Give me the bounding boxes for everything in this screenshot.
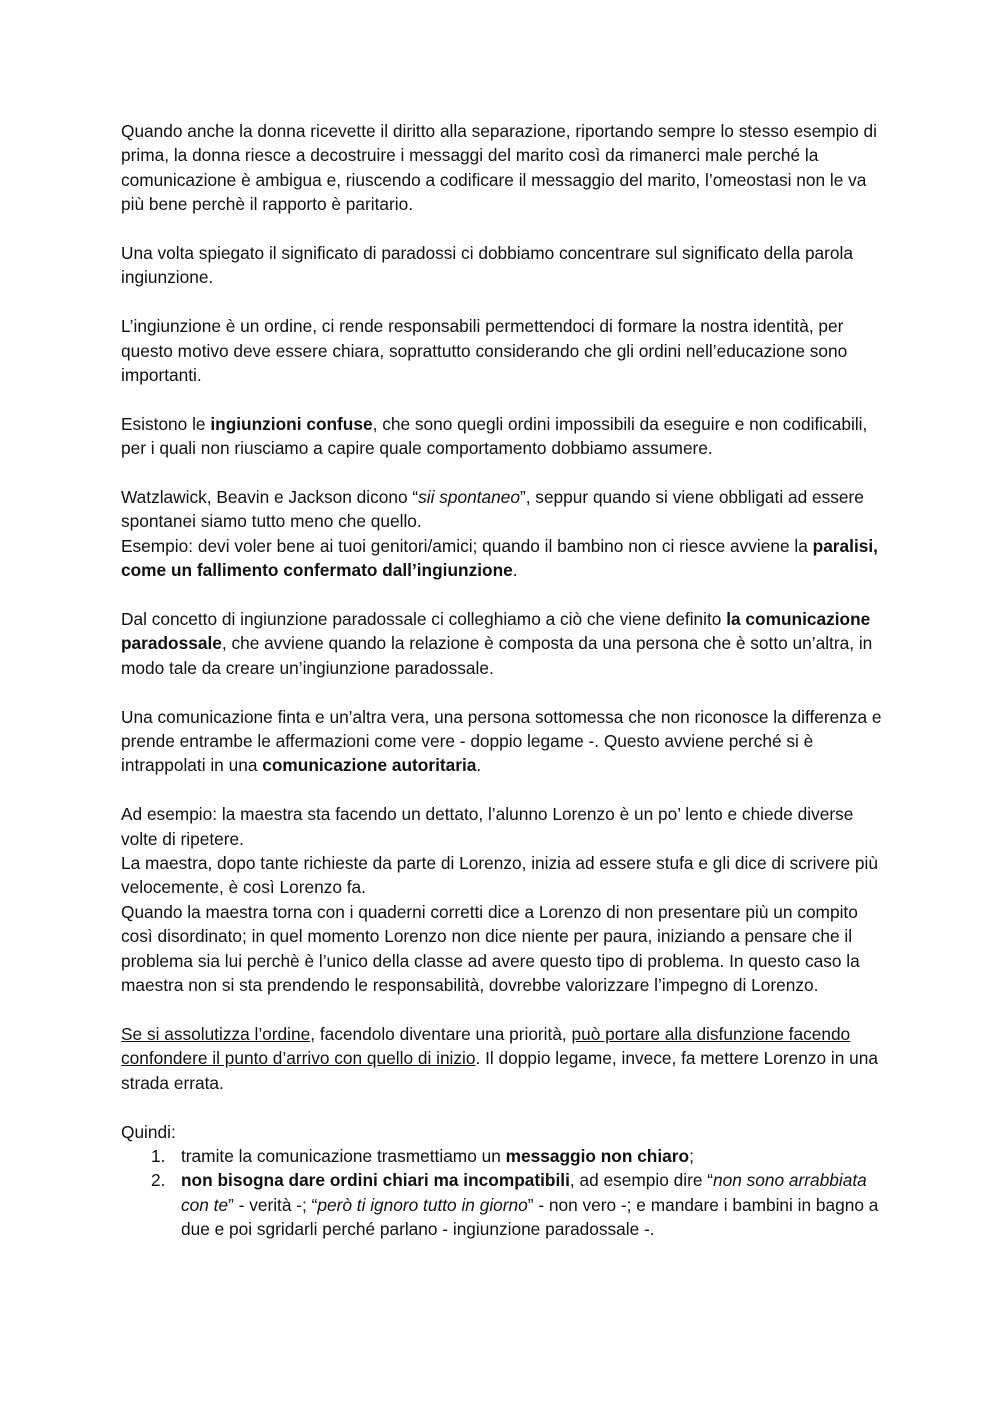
- text-run: Una comunicazione finta e un’altra vera, una persona sottomessa che non riconosce la differenza e prende entrambe le affermazioni come vere - doppio legame -. Questo avviene perché si è intrappolati in una: [121, 706, 882, 776]
- underlined-text: Se si assolutizza l’ordine: [121, 1023, 311, 1044]
- italic-quote: sii spontaneo: [418, 487, 520, 508]
- text-run: tramite la comunicazione trasmettiamo un: [181, 1145, 506, 1166]
- paragraph-paradoxical-communication: [121, 607, 891, 680]
- paragraph-injunction-definition: [121, 314, 891, 387]
- text-run: , facendolo diventare una priorità,: [310, 1023, 572, 1044]
- text-run: Quando la maestra torna con i quaderni corretti dice a Lorenzo di non presentare più un compito così disordinato; in quel momento Lorenzo non dice niente per paura, iniziando a pensare che il problema sia lui perchè è l’unico della classe ad avere questo tipo di problema. In questo caso la maestra non si sta prendendo le responsabilità, dovrebbe valorizzare l’impegno di Lorenzo.: [121, 901, 860, 996]
- paragraph-authoritarian-communication: [121, 705, 891, 778]
- text-run: La maestra, dopo tante richieste da parte di Lorenzo, inizia ad essere stufa e gli dice di scrivere più velocemente, è così Lorenzo fa.: [121, 853, 878, 898]
- paragraph-text: Quando anche la donna ricevette il diritto alla separazione, riportando sempre lo stesso esempio di prima, la donna riesce a decostruire i messaggi del marito così da rimanerci male perché la comunicazione è ambigua e, riuscendo a codificare il messaggio del marito, l’omeostasi non le va più bene perchè il rapporto è paritario.: [121, 121, 878, 215]
- underlined-text: può portare alla disfunzione facendo confondere il punto d’arrivo con quello di inizio: [121, 1023, 851, 1069]
- text-run: ;: [689, 1145, 694, 1166]
- paragraph-absolute-order: [121, 1022, 891, 1095]
- bold-term: la comunicazione paradossale: [121, 609, 871, 654]
- text-run: Ad esempio: la maestra sta facendo un dettato, l’alunno Lorenzo è un po’ lento e chiede diverse volte di ripetere.: [121, 804, 854, 849]
- bold-term: come un fallimento confermato dall’ingiunzione: [121, 560, 513, 581]
- paragraph-injunction-meaning: [121, 241, 891, 290]
- conclusion-list: [121, 1144, 891, 1242]
- paragraph-text: Una volta spiegato il significato di paradossi ci dobbiamo concentrare sul significato della parola ingiunzione.: [121, 243, 853, 288]
- list-number: 2.: [151, 1170, 166, 1191]
- text-run: , che sono quegli ordini impossibili da eseguire e non codificabili, per i quali non riusciamo a capire quale comportamento dobbiamo assumere.: [121, 413, 868, 459]
- text-run: , che avviene quando la relazione è composta da una persona che è sotto un’altra, in modo tale da creare un’ingiunzione paradossale.: [121, 633, 873, 678]
- text-run: ” - non vero -; e mandare i bambini in bagno a due e poi sgridarli perché parlano - ingiunzione paradossale -.: [181, 1194, 879, 1240]
- text-run: ”, seppur quando si viene obbligati ad essere spontanei siamo tutto meno che quello.: [121, 487, 864, 532]
- text-run: Esistono le: [121, 413, 211, 434]
- italic-quote: però ti ignoro tutto in giorno: [317, 1194, 528, 1215]
- bold-term: paralisi: [812, 535, 874, 556]
- text-run: , ad esempio dire “: [569, 1170, 714, 1191]
- paragraph-text: L’ingiunzione è un ordine, ci rende responsabili permettendoci di formare la nostra identità, per questo motivo deve essere chiara, soprattutto considerando che gli ordini nell’educazione sono importanti.: [121, 316, 848, 386]
- text-run: ” - verità -; “: [228, 1194, 318, 1215]
- text-run: . Il doppio legame, invece, fa mettere Lorenzo in una strada errata.: [121, 1048, 879, 1093]
- paragraph-separation: [121, 119, 891, 217]
- bold-term: messaggio non chiaro: [505, 1145, 690, 1166]
- text-run: .: [512, 560, 518, 581]
- paragraph-example-lorenzo: [121, 802, 891, 997]
- conclusion-intro: [121, 1120, 891, 1144]
- text-run: Esempio: devi voler bene ai tuoi genitori/amici; quando il bambino non ci riesce avviene la: [121, 535, 813, 556]
- document-page: [121, 119, 891, 1242]
- bold-term: comunicazione autoritaria: [262, 755, 477, 776]
- italic-quote: non sono arrabbiata con te: [181, 1170, 867, 1215]
- text-run: .: [476, 755, 482, 776]
- text-run: Watzlawick, Beavin e Jackson dicono “: [121, 487, 419, 508]
- paragraph-be-spontaneous: [121, 485, 891, 583]
- list-item: [121, 1144, 891, 1168]
- bold-term: ingiunzioni confuse: [210, 413, 373, 434]
- bold-term: non bisogna dare ordini chiari ma incompatibili: [181, 1170, 570, 1191]
- list-item: [121, 1168, 891, 1241]
- list-number: 1.: [151, 1145, 166, 1166]
- text-run: Dal concetto di ingiunzione paradossale ci colleghiamo a ciò che viene definito: [121, 609, 727, 630]
- paragraph-confused-injunctions: [121, 412, 891, 461]
- paragraph-text: Quindi:: [121, 1121, 176, 1142]
- bold-separator: ,: [873, 535, 878, 556]
